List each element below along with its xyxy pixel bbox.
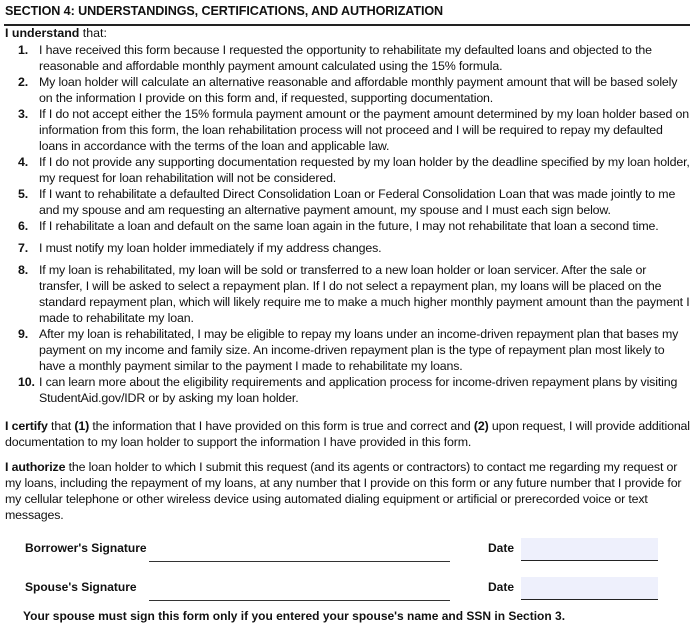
item-number: 3. (18, 107, 29, 121)
item-text: After my loan is rehabilitated, I may be eligible to repay my loans under an income-driven repayment plan that bases my payment on my income and family size. An income-driven repayment plan is the type of repayment plan most likely to have a monthly payment similar to the payment I made to rehabilitate my loans. (39, 327, 679, 373)
certify-clause-1-marker: (1) (74, 419, 90, 433)
understandings-list (0, 42, 697, 406)
borrower-signature-label: Borrower's Signature (25, 541, 147, 555)
item-number: 6. (18, 219, 29, 233)
spouse-date-field[interactable] (521, 577, 658, 600)
item-number: 8. (18, 263, 29, 277)
authorize-text: the loan holder to which I submit this request (and its agents or contractors) to contact me regarding my request or my loans, including the repayment of my loans, at any number that I provide on this form or any future number that I provide for my cellular telephone or other wireless device using automated dialing equipment or artificial or prerecorded voice or text messages. (5, 460, 682, 522)
list-item (0, 186, 697, 218)
item-text: I have received this form because I requested the opportunity to rehabilitate my defaulted loans and objected to the reasonable and affordable monthly payment amount calculated using the 15% formula. (39, 43, 652, 73)
item-number: 9. (18, 327, 29, 341)
item-text: I can learn more about the eligibility requirements and application process for income-driven repayment plans by visiting StudentAid.gov/IDR or by asking my loan holder. (39, 375, 678, 405)
certify-paragraph (5, 418, 693, 450)
certify-text: that (47, 419, 75, 433)
item-number: 7. (18, 241, 29, 255)
list-item (0, 262, 697, 326)
item-text: My loan holder will calculate an alternative reasonable and affordable monthly payment amount that will be based solely on the information I provide on this form and, if requested, supporting documentation. (39, 75, 678, 105)
list-item (0, 240, 697, 256)
certify-text: upon request, I will provide additional documentation to my loan holder to support the information I have provided in this form. (5, 419, 690, 449)
list-item (0, 42, 697, 74)
spouse-signature-label: Spouse's Signature (25, 580, 137, 594)
list-item (0, 74, 697, 106)
spouse-signature-field[interactable] (149, 600, 450, 601)
item-number: 5. (18, 187, 29, 201)
item-number: 1. (18, 43, 29, 57)
list-item (0, 326, 697, 374)
borrower-date-field[interactable] (521, 538, 658, 561)
list-item (0, 374, 697, 406)
understand-lead: I understand (5, 26, 80, 40)
item-number: 10. (18, 375, 35, 389)
certify-text: the information that I have provided on this form is true and correct and (89, 419, 474, 433)
borrower-date-label: Date (488, 541, 515, 555)
item-text: If I do not provide any supporting documentation requested by my loan holder by the deadline specified by my loan holder, my request for loan rehabilitation will not be considered. (39, 155, 690, 185)
certify-lead: I certify (5, 419, 48, 433)
authorize-lead: I authorize (5, 460, 66, 474)
item-text: If I rehabilitate a loan and default on the same loan again in the future, I may not rehabilitate that loan a second time. (39, 219, 659, 233)
understand-intro (5, 26, 107, 41)
list-item (0, 218, 697, 234)
spouse-signature-note: Your spouse must sign this form only if you entered your spouse's name and SSN in Section 3. (23, 609, 566, 623)
borrower-signature-field[interactable] (149, 561, 450, 562)
item-number: 4. (18, 155, 29, 169)
item-text: If I want to rehabilitate a defaulted Direct Consolidation Loan or Federal Consolidation Loan that was made jointly to me and my spouse and am requesting an alternative payment amount, my spouse and I must each sign below. (39, 187, 676, 217)
authorize-paragraph (5, 459, 693, 523)
understand-lead-rest: that: (79, 26, 107, 40)
item-number: 2. (18, 75, 29, 89)
certify-clause-2-marker: (2) (473, 419, 489, 433)
section-title: SECTION 4: UNDERSTANDINGS, CERTIFICATIONS, AND AUTHORIZATION (5, 4, 444, 18)
spouse-date-label: Date (488, 580, 515, 594)
list-item (0, 154, 697, 186)
item-text: If I do not accept either the 15% formula payment amount or the payment amount determined by my loan holder based on information from this form, the loan rehabilitation process will not proceed and I will be required to repay my defaulted loans in accordance with the terms of the loan and applicable law. (39, 107, 690, 153)
item-text: I must notify my loan holder immediately if my address changes. (39, 241, 382, 255)
item-text: If my loan is rehabilitated, my loan will be sold or transferred to a new loan holder or loan servicer. After the sale or transfer, I will be asked to select a repayment plan. If I do not select a repayment plan, my loans will be placed on the standard repayment plan, which will likely require me to make a much higher monthly payment amount than the payment I made to rehabilitate my loan. (39, 263, 690, 325)
list-item (0, 106, 697, 154)
